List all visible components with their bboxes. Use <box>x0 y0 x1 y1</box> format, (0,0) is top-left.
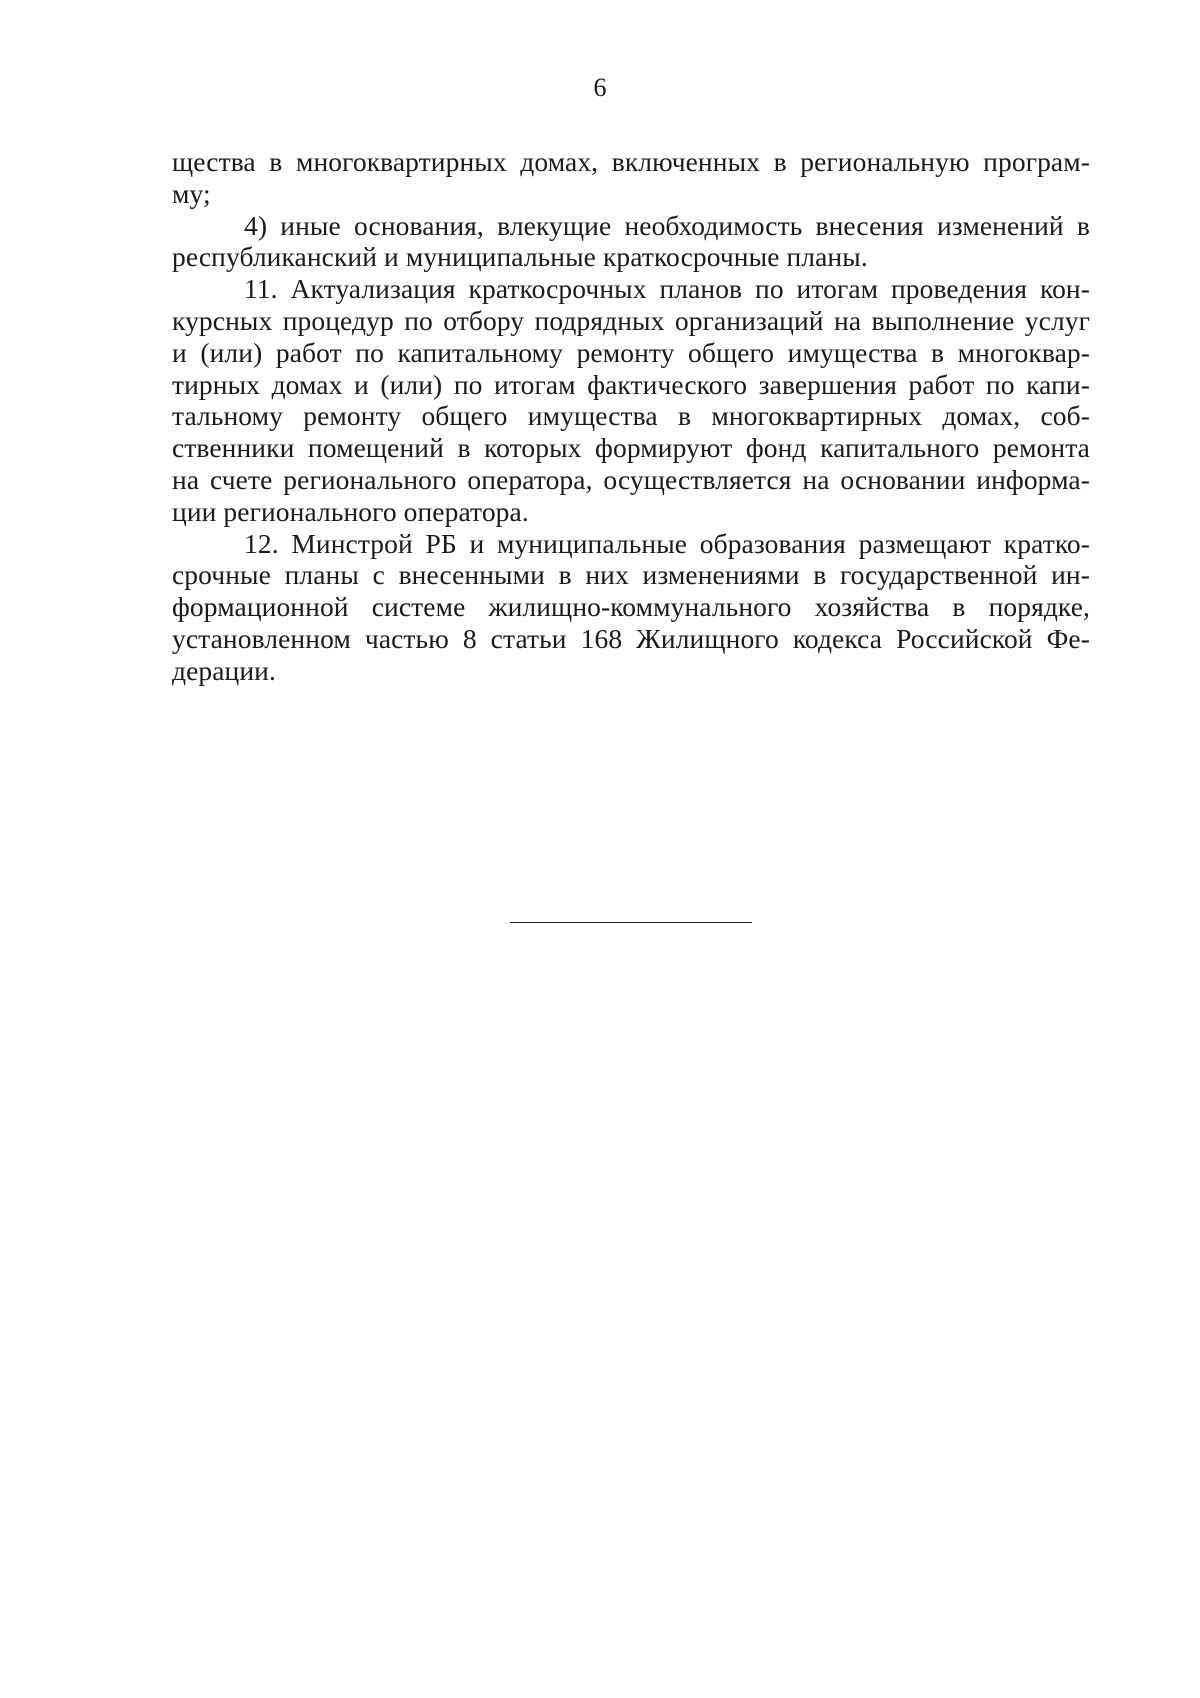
text-line: формационной системе жилищно-коммунального хозяйства в порядке, <box>172 591 1090 623</box>
text-line: ции регионального оператора. <box>172 495 529 527</box>
text-line: щества в многоквартирных домах, включенных в региональную програм- <box>172 146 1090 177</box>
text-line: срочные планы с внесенными в них изменениями в государственной ин- <box>172 559 1090 591</box>
text-line: тальному ремонту общего имущества в многоквартирных домах, соб- <box>172 400 1090 432</box>
text-line: му; <box>172 177 211 209</box>
text-line: дерации. <box>172 654 276 686</box>
document-body <box>172 146 1090 687</box>
text-line: республиканский и муниципальные краткосрочные планы. <box>172 241 868 273</box>
end-separator-line <box>510 922 752 923</box>
page-number: 6 <box>593 73 607 102</box>
text-line: установленном частью 8 статьи 168 Жилищного кодекса Российской Фе- <box>172 622 1090 654</box>
text-line: 11. Актуализация краткосрочных планов по итогам проведения кон- <box>244 273 1090 305</box>
text-line: и (или) работ по капитальному ремонту общего имущества в многоквар- <box>172 336 1090 368</box>
text-line: тирных домах и (или) по итогам фактического завершения работ по капи- <box>172 368 1090 400</box>
text-line: на счете регионального оператора, осуществляется на основании информа- <box>172 463 1090 495</box>
text-line: ственники помещений в которых формируют фонд капитального ремонта <box>172 432 1090 464</box>
text-line: 12. Минстрой РБ и муниципальные образования размещают кратко- <box>244 527 1090 559</box>
text-line: курсных процедур по отбору подрядных организаций на выполнение услуг <box>172 304 1090 336</box>
text-line: 4) иные основания, влекущие необходимость внесения изменений в <box>244 209 1090 241</box>
